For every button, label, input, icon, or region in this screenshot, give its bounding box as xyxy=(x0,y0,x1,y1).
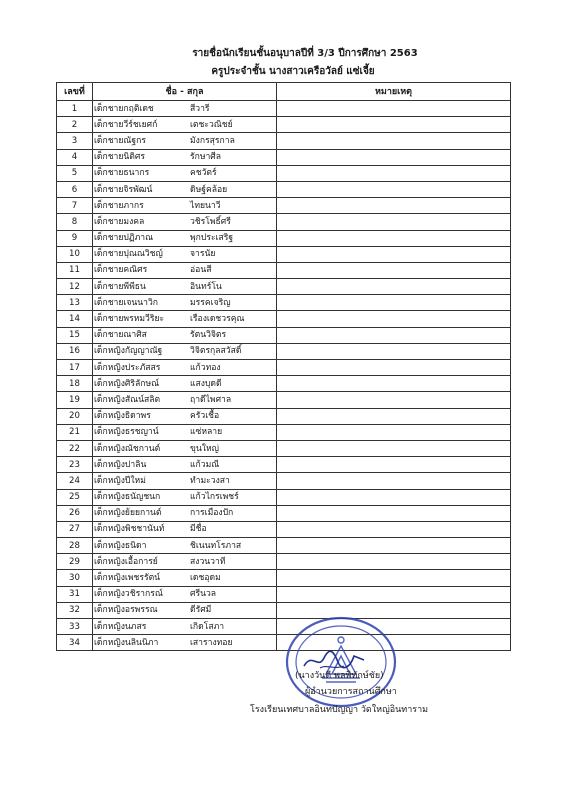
student-last-name: ทำมะวงสา xyxy=(190,475,230,486)
student-remark xyxy=(277,521,511,537)
student-remark xyxy=(277,457,511,473)
student-number: 27 xyxy=(57,521,93,537)
school-name: โรงเรียนเทศบาลอินทปัญญา วัดใหญ่อินทาราม xyxy=(250,705,429,715)
table-row xyxy=(57,440,511,456)
student-number: 22 xyxy=(57,440,93,456)
student-name xyxy=(93,408,277,424)
student-number: 8 xyxy=(57,214,93,230)
student-remark xyxy=(277,117,511,133)
student-name xyxy=(93,262,277,278)
table-row xyxy=(57,505,511,521)
student-first-name: เด็กชายนิติศร xyxy=(94,152,145,163)
student-name xyxy=(93,602,277,618)
student-last-name: อ่อนสี xyxy=(190,265,212,276)
student-last-name: ดีรัศมี xyxy=(190,605,212,616)
student-first-name: เด็กหญิงสัณน์สลิต xyxy=(94,394,161,405)
table-header-row xyxy=(57,83,511,101)
student-number: 29 xyxy=(57,554,93,570)
student-number: 23 xyxy=(57,457,93,473)
student-remark xyxy=(277,165,511,181)
student-remark xyxy=(277,181,511,197)
student-last-name: ศรีนวล xyxy=(190,589,217,600)
student-last-name: ครัวเชื้อ xyxy=(190,411,220,422)
table-row xyxy=(57,343,511,359)
table-row xyxy=(57,538,511,554)
student-first-name: เด็กชายปฏิภาณ xyxy=(94,233,154,244)
student-number: 30 xyxy=(57,570,93,586)
student-number: 7 xyxy=(57,198,93,214)
student-last-name: เตชะวณิชย์ xyxy=(190,119,233,130)
student-table xyxy=(56,82,511,651)
student-last-name: แสงบุดดี xyxy=(190,378,222,389)
student-name xyxy=(93,473,277,489)
student-last-name: ชิเนนทโรภาส xyxy=(190,540,242,551)
student-number: 5 xyxy=(57,165,93,181)
student-number: 33 xyxy=(57,619,93,635)
student-first-name: เด็กหญิงวชิรากรณ์ xyxy=(94,589,163,600)
table-row xyxy=(57,554,511,570)
student-remark xyxy=(277,230,511,246)
student-number: 21 xyxy=(57,424,93,440)
student-name xyxy=(93,165,277,181)
student-remark xyxy=(277,489,511,505)
student-remark xyxy=(277,376,511,392)
table-row xyxy=(57,311,511,327)
student-last-name: แก้วทอง xyxy=(190,362,221,373)
student-remark xyxy=(277,473,511,489)
table-row xyxy=(57,101,511,117)
student-number: 4 xyxy=(57,149,93,165)
student-first-name: เด็กหญิงนลินนิภา xyxy=(94,637,159,648)
student-last-name: พุกประเสริฐ xyxy=(190,233,234,244)
student-last-name: มังกรสุรกาล xyxy=(190,135,235,146)
student-name xyxy=(93,311,277,327)
student-first-name: เด็กชายมงคล xyxy=(94,216,145,227)
student-name xyxy=(93,343,277,359)
student-last-name: เรืองเดชวรคุณ xyxy=(190,314,245,325)
student-first-name: เด็กหญิงธนิดา xyxy=(94,540,147,551)
student-number: 14 xyxy=(57,311,93,327)
student-name xyxy=(93,117,277,133)
student-name xyxy=(93,538,277,554)
document-title: รายชื่อนักเรียนชั้นอนุบาลปีที่ 3/3 ปีการศึกษา 2563 xyxy=(192,48,418,59)
student-last-name: มรรคเจริญ xyxy=(190,297,231,308)
table-row xyxy=(57,133,511,149)
header-remark: หมายเหตุ xyxy=(277,83,511,101)
student-name xyxy=(93,635,277,651)
student-last-name: อินทร์โน xyxy=(190,281,222,292)
student-name xyxy=(93,360,277,376)
table-row xyxy=(57,586,511,602)
student-number: 3 xyxy=(57,133,93,149)
student-remark xyxy=(277,133,511,149)
student-remark xyxy=(277,360,511,376)
student-name xyxy=(93,424,277,440)
student-name xyxy=(93,521,277,537)
student-first-name: เด็กหญิงเอื้อการย์ xyxy=(94,556,158,567)
student-first-name: เด็กหญิงณัชกานต์ xyxy=(94,443,161,454)
table-row xyxy=(57,473,511,489)
student-first-name: เด็กหญิงปาลิน xyxy=(94,459,147,470)
student-last-name: เสารางทอย xyxy=(190,637,233,648)
signatory-position: ผู้อำนวยการสถานศึกษา xyxy=(305,687,397,697)
student-name xyxy=(93,133,277,149)
student-first-name: เด็กหญิงย้ยยกานต์ xyxy=(94,508,162,519)
student-remark xyxy=(277,586,511,602)
student-first-name: เด็กหญิงอรพรรณ xyxy=(94,605,158,616)
student-first-name: เด็กหญิงธิดาพร xyxy=(94,411,151,422)
student-remark xyxy=(277,408,511,424)
student-name xyxy=(93,101,277,117)
student-first-name: เด็กชายเจนนาวิก xyxy=(94,297,158,308)
student-name xyxy=(93,586,277,602)
table-row xyxy=(57,214,511,230)
student-number: 32 xyxy=(57,602,93,618)
student-name xyxy=(93,327,277,343)
student-first-name: เด็กหญิงปีใหม่ xyxy=(94,475,146,486)
signatory-name: (นางวันดี พลพิทักษ์ชัย) xyxy=(295,671,384,681)
student-last-name: สีวารี xyxy=(190,103,210,114)
student-first-name: เด็กหญิงธนัญชนก xyxy=(94,492,161,503)
student-last-name: การเมืองปัก xyxy=(190,508,234,519)
student-first-name: เด็กชายคณิศร xyxy=(94,265,148,276)
table-row xyxy=(57,489,511,505)
table-row xyxy=(57,198,511,214)
student-first-name: เด็กหญิงพิชชานันท์ xyxy=(94,524,165,535)
student-name xyxy=(93,295,277,311)
student-remark xyxy=(277,424,511,440)
student-name xyxy=(93,198,277,214)
student-number: 24 xyxy=(57,473,93,489)
student-name xyxy=(93,392,277,408)
table-row xyxy=(57,165,511,181)
student-name xyxy=(93,230,277,246)
student-last-name: รักษาศีล xyxy=(190,152,222,163)
student-name xyxy=(93,489,277,505)
student-number: 12 xyxy=(57,279,93,295)
student-remark xyxy=(277,311,511,327)
student-remark xyxy=(277,262,511,278)
table-row xyxy=(57,360,511,376)
student-name xyxy=(93,246,277,262)
student-first-name: เด็กชายณัฐกร xyxy=(94,135,146,146)
student-number: 9 xyxy=(57,230,93,246)
student-remark xyxy=(277,198,511,214)
student-name xyxy=(93,554,277,570)
student-last-name: แก้วมณี xyxy=(190,459,220,470)
student-first-name: เด็กชายภากร xyxy=(94,200,144,211)
student-first-name: เด็กชายพรหมวีริยะ xyxy=(94,314,165,325)
table-row xyxy=(57,457,511,473)
homeroom-teacher-line: ครูประจำชั้น นางสาวเครือวัลย์ แซ่เจี้ย xyxy=(211,66,375,77)
student-number: 25 xyxy=(57,489,93,505)
student-number: 1 xyxy=(57,101,93,117)
table-row xyxy=(57,181,511,197)
student-number: 17 xyxy=(57,360,93,376)
student-last-name: แซ่หลาย xyxy=(190,427,223,438)
student-remark xyxy=(277,392,511,408)
student-number: 26 xyxy=(57,505,93,521)
student-remark xyxy=(277,554,511,570)
student-number: 18 xyxy=(57,376,93,392)
student-remark xyxy=(277,440,511,456)
student-name xyxy=(93,181,277,197)
student-last-name: ไทยนาวี xyxy=(190,200,221,211)
student-first-name: เด็กหญิงประภัสสร xyxy=(94,362,161,373)
table-row xyxy=(57,149,511,165)
student-last-name: ขุนใหญ่ xyxy=(190,443,219,454)
table-row xyxy=(57,424,511,440)
student-number: 15 xyxy=(57,327,93,343)
table-row xyxy=(57,408,511,424)
table-row xyxy=(57,230,511,246)
student-last-name: จารนัย xyxy=(190,249,216,260)
student-number: 31 xyxy=(57,586,93,602)
table-row xyxy=(57,262,511,278)
table-row xyxy=(57,327,511,343)
student-first-name: เด็กชายณาศิส xyxy=(94,330,147,341)
student-first-name: เด็กหญิงธรชญาน์ xyxy=(94,427,159,438)
student-remark xyxy=(277,246,511,262)
student-last-name: สงวนวาที xyxy=(190,556,226,567)
student-last-name: รัตนวิจิตร xyxy=(190,330,227,341)
student-last-name: วชิรโพธิ์ศรี xyxy=(190,216,231,227)
student-last-name: มีชื่อ xyxy=(190,524,207,535)
student-last-name: เดชอุดม xyxy=(190,573,221,584)
student-name xyxy=(93,505,277,521)
table-row xyxy=(57,279,511,295)
student-first-name: เด็กชายปุณณวิชญ์ xyxy=(94,249,163,260)
student-number: 20 xyxy=(57,408,93,424)
student-name xyxy=(93,376,277,392)
student-name xyxy=(93,619,277,635)
student-last-name: ฤาดีไพศาล xyxy=(190,394,232,405)
table-row xyxy=(57,570,511,586)
table-row xyxy=(57,295,511,311)
student-last-name: วิจิตรกุลสวัสดิ์ xyxy=(190,346,242,357)
student-number: 10 xyxy=(57,246,93,262)
student-remark xyxy=(277,570,511,586)
student-first-name: เด็กชายกฤติเดช xyxy=(94,103,154,114)
student-last-name: ดิษฐ์คล้อย xyxy=(190,184,228,195)
table-row xyxy=(57,117,511,133)
student-name xyxy=(93,570,277,586)
student-first-name: เด็กหญิงศิริลักษณ์ xyxy=(94,378,160,389)
student-remark xyxy=(277,343,511,359)
table-row xyxy=(57,392,511,408)
student-first-name: เด็กหญิงนภสร xyxy=(94,621,147,632)
student-last-name: คชวัตร์ xyxy=(190,168,217,179)
student-remark xyxy=(277,149,511,165)
student-remark xyxy=(277,101,511,117)
student-first-name: เด็กชายธนากร xyxy=(94,168,150,179)
student-last-name: เกิดโสภา xyxy=(190,621,225,632)
student-number: 13 xyxy=(57,295,93,311)
table-row xyxy=(57,376,511,392)
student-first-name: เด็กชายวีร์ชเยศก์ xyxy=(94,119,158,130)
student-name xyxy=(93,457,277,473)
student-remark xyxy=(277,327,511,343)
student-remark xyxy=(277,214,511,230)
student-remark xyxy=(277,538,511,554)
student-last-name: แก้วไกรเพชร์ xyxy=(190,492,239,503)
student-remark xyxy=(277,295,511,311)
header-name: ชื่อ - สกุล xyxy=(93,83,277,101)
student-number: 34 xyxy=(57,635,93,651)
student-number: 28 xyxy=(57,538,93,554)
student-name xyxy=(93,149,277,165)
student-first-name: เด็กชายพีพีธน xyxy=(94,281,146,292)
header-number: เลขที่ xyxy=(57,83,93,101)
student-number: 16 xyxy=(57,343,93,359)
student-number: 2 xyxy=(57,117,93,133)
student-first-name: เด็กชายจิรพัฒน์ xyxy=(94,184,153,195)
student-remark xyxy=(277,279,511,295)
student-number: 11 xyxy=(57,262,93,278)
table-row xyxy=(57,246,511,262)
student-name xyxy=(93,279,277,295)
student-first-name: เด็กหญิงเพชรรัตน์ xyxy=(94,573,161,584)
student-first-name: เด็กหญิงกัญญาณัฐ xyxy=(94,346,163,357)
student-remark xyxy=(277,505,511,521)
table-row xyxy=(57,521,511,537)
student-number: 6 xyxy=(57,181,93,197)
student-name xyxy=(93,214,277,230)
student-name xyxy=(93,440,277,456)
student-number: 19 xyxy=(57,392,93,408)
